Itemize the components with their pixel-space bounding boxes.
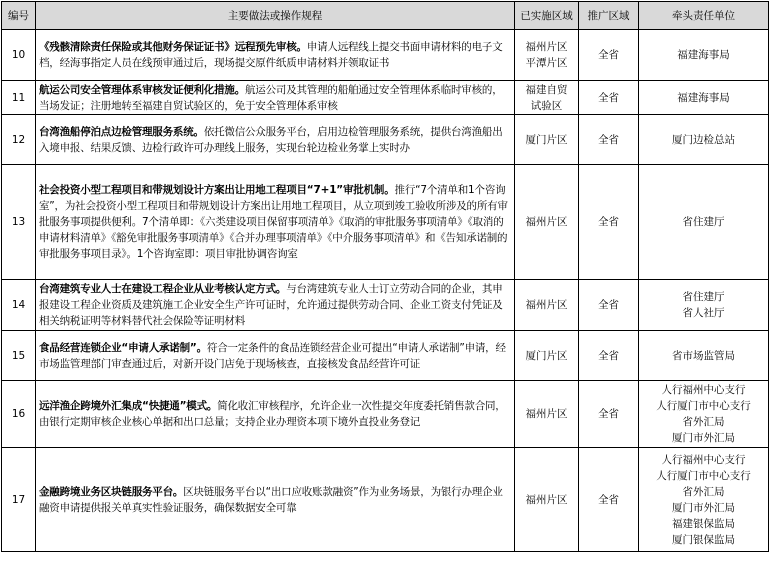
lead-unit-line: 人行福州中心支行 xyxy=(661,384,746,396)
row-number: 10 xyxy=(2,30,36,81)
measure-title: 台湾建筑专业人士在建设工程企业从业考核认定方式。 xyxy=(39,283,287,295)
measure-description xyxy=(36,331,515,381)
header-lead-unit: 牵头责任单位 xyxy=(639,2,769,30)
lead-unit xyxy=(639,381,769,448)
row-number: 17 xyxy=(2,448,36,552)
lead-unit xyxy=(639,165,769,280)
implemented-region xyxy=(515,331,579,381)
table-row xyxy=(2,165,769,280)
measure-description xyxy=(36,448,515,552)
implemented-region-line: 厦门片区 xyxy=(525,133,568,146)
row-number: 12 xyxy=(2,115,36,165)
measure-description xyxy=(36,115,515,165)
lead-unit-line: 省住建厅 xyxy=(682,216,725,228)
implemented-region xyxy=(515,30,579,81)
table-row xyxy=(2,331,769,381)
promotion-region: 全省 xyxy=(579,115,639,165)
promotion-region: 全省 xyxy=(579,165,639,280)
lead-unit-line: 省市场监管局 xyxy=(672,349,735,362)
measure-title: 远洋渔企跨境外汇集成“快捷通”模式。 xyxy=(39,400,218,412)
row-number: 11 xyxy=(2,81,36,115)
implemented-region xyxy=(515,81,579,115)
implemented-region-line: 福州片区 xyxy=(525,493,568,506)
measure-description xyxy=(36,381,515,448)
implemented-region-line: 平潭片区 xyxy=(525,57,568,69)
lead-unit-line: 人行厦门市中心支行 xyxy=(656,400,751,412)
promotion-region: 全省 xyxy=(579,30,639,81)
header-number: 编号 xyxy=(2,2,36,30)
implemented-region xyxy=(515,165,579,280)
measure-title: 社会投资小型工程项目和带规划设计方案出让用地工程项目“7+1”审批机制。 xyxy=(39,184,395,196)
implemented-region-line: 试验区 xyxy=(530,99,563,112)
measures-table xyxy=(1,1,769,552)
header-promotion-region: 推广区域 xyxy=(579,2,639,30)
measure-description xyxy=(36,81,515,115)
measure-body: 航运公司及其管理的船舶通过安全管理体系临时审核的，当场发证；注册地转至福建自贸试验区的，免于安全管理体系审核 xyxy=(39,83,503,112)
promotion-region: 全省 xyxy=(579,448,639,552)
measure-title: 《残骸清除责任保险或其他财务保证证书》远程预先审核。 xyxy=(39,41,307,53)
promotion-region: 全省 xyxy=(579,280,639,331)
table-row xyxy=(2,81,769,115)
lead-unit-line: 省住建厅 xyxy=(682,291,725,303)
table-row xyxy=(2,448,769,552)
implemented-region-line: 厦门片区 xyxy=(525,349,568,362)
measure-title: 台湾渔船停泊点边检管理服务系统。 xyxy=(39,125,204,138)
measure-description xyxy=(36,165,515,280)
lead-unit-line: 福建海事局 xyxy=(677,91,730,104)
measure-title: 食品经营连锁企业“申请人承诺制”。 xyxy=(39,341,207,354)
lead-unit xyxy=(639,331,769,381)
implemented-region xyxy=(515,280,579,331)
implemented-region xyxy=(515,448,579,552)
lead-unit-line: 省人社厅 xyxy=(682,307,725,319)
implemented-region-line: 福州片区 xyxy=(525,216,568,228)
measure-description xyxy=(36,280,515,331)
measure-body: 与台湾建筑专业人士订立劳动合同的企业，其申报建设工程企业资质及建筑施工企业安全生产许可证时，允许通过提供劳动合同、企业工资支付凭证及相关纳税证明等材料替代社会保险等证明材料 xyxy=(39,283,503,327)
lead-unit-line: 省外汇局 xyxy=(682,485,725,498)
lead-unit xyxy=(639,30,769,81)
implemented-region-line: 福建自贸 xyxy=(525,83,568,96)
header-implemented-region: 已实施区域 xyxy=(515,2,579,30)
implemented-region-line: 福州片区 xyxy=(525,299,568,311)
measure-body: 简化收汇审核程序，允许企业一次性提交年度委托销售款合同，由银行定期审核企业核心单据和出口总量；支持企业办理资本项下境外直投业务登记 xyxy=(39,400,506,428)
row-number: 14 xyxy=(2,280,36,331)
lead-unit-line: 省外汇局 xyxy=(682,416,725,428)
lead-unit xyxy=(639,280,769,331)
implemented-region-line: 福州片区 xyxy=(525,408,568,420)
promotion-region: 全省 xyxy=(579,381,639,448)
lead-unit-line: 人行厦门市中心支行 xyxy=(656,469,751,482)
measure-body: 推行“7个清单和1个咨询室”，为社会投资小型工程项目和带规划设计方案出让用地工程项目，从立项到竣工验收所涉及的所有审批服务事项提供便利。7个清单即：《六类建设项目保留事项清单》《取消的审批服务事项清单》《取消的申请材料清单》《豁免审批服务事项清单》《合并办理事项清单》《中介服务事项清单》和《告知承诺制的审批服务事项目录》。1个咨询室即：项目审批协调咨询室 xyxy=(39,184,508,260)
promotion-region: 全省 xyxy=(579,331,639,381)
lead-unit-line: 厦门边检总站 xyxy=(672,133,735,146)
lead-unit-line: 福建海事局 xyxy=(677,49,730,61)
measure-body: 申请人远程线上提交书面申请材料的电子文档，经海事指定人员在线预审通过后，现场提交原件纸质申请材料并领取证书 xyxy=(39,41,503,69)
table-row xyxy=(2,115,769,165)
table-row xyxy=(2,280,769,331)
header-measure: 主要做法或操作规程 xyxy=(36,2,515,30)
lead-unit xyxy=(639,448,769,552)
lead-unit-line: 厦门银保监局 xyxy=(672,533,735,546)
row-number: 15 xyxy=(2,331,36,381)
row-number: 16 xyxy=(2,381,36,448)
implemented-region-line: 福州片区 xyxy=(525,41,568,53)
implemented-region xyxy=(515,115,579,165)
lead-unit xyxy=(639,81,769,115)
lead-unit-line: 厦门市外汇局 xyxy=(672,501,735,514)
measure-body: 符合一定条件的食品连锁经营企业可提出“申请人承诺制”申请，经市场监管理部门审查通过后，对新开设门店免于现场核查，直接核发食品经营许可证 xyxy=(39,341,506,370)
row-number: 13 xyxy=(2,165,36,280)
measure-title: 金融跨境业务区块链服务平台。 xyxy=(39,485,184,498)
measure-title: 航运公司安全管理体系审核发证便利化措施。 xyxy=(39,83,245,96)
measure-body: 区块链服务平台以“出口应收账款融资”作为业务场景，为银行办理企业融资申请提供报关单真实性验证服务，确保数据安全可靠 xyxy=(39,485,503,514)
table-row xyxy=(2,381,769,448)
table-header-row xyxy=(2,2,769,30)
lead-unit-line: 福建银保监局 xyxy=(672,517,735,530)
table-row xyxy=(2,30,769,81)
lead-unit-line: 厦门市外汇局 xyxy=(672,432,735,444)
lead-unit-line: 人行福州中心支行 xyxy=(661,453,746,466)
promotion-region: 全省 xyxy=(579,81,639,115)
measure-description xyxy=(36,30,515,81)
measure-body: 依托微信公众服务平台，启用边检管理服务系统，提供台湾渔船出入境申报、结果反馈、边检行政许可办理线上服务，实现台轮边检业务掌上实时办 xyxy=(39,125,503,154)
implemented-region xyxy=(515,381,579,448)
lead-unit xyxy=(639,115,769,165)
